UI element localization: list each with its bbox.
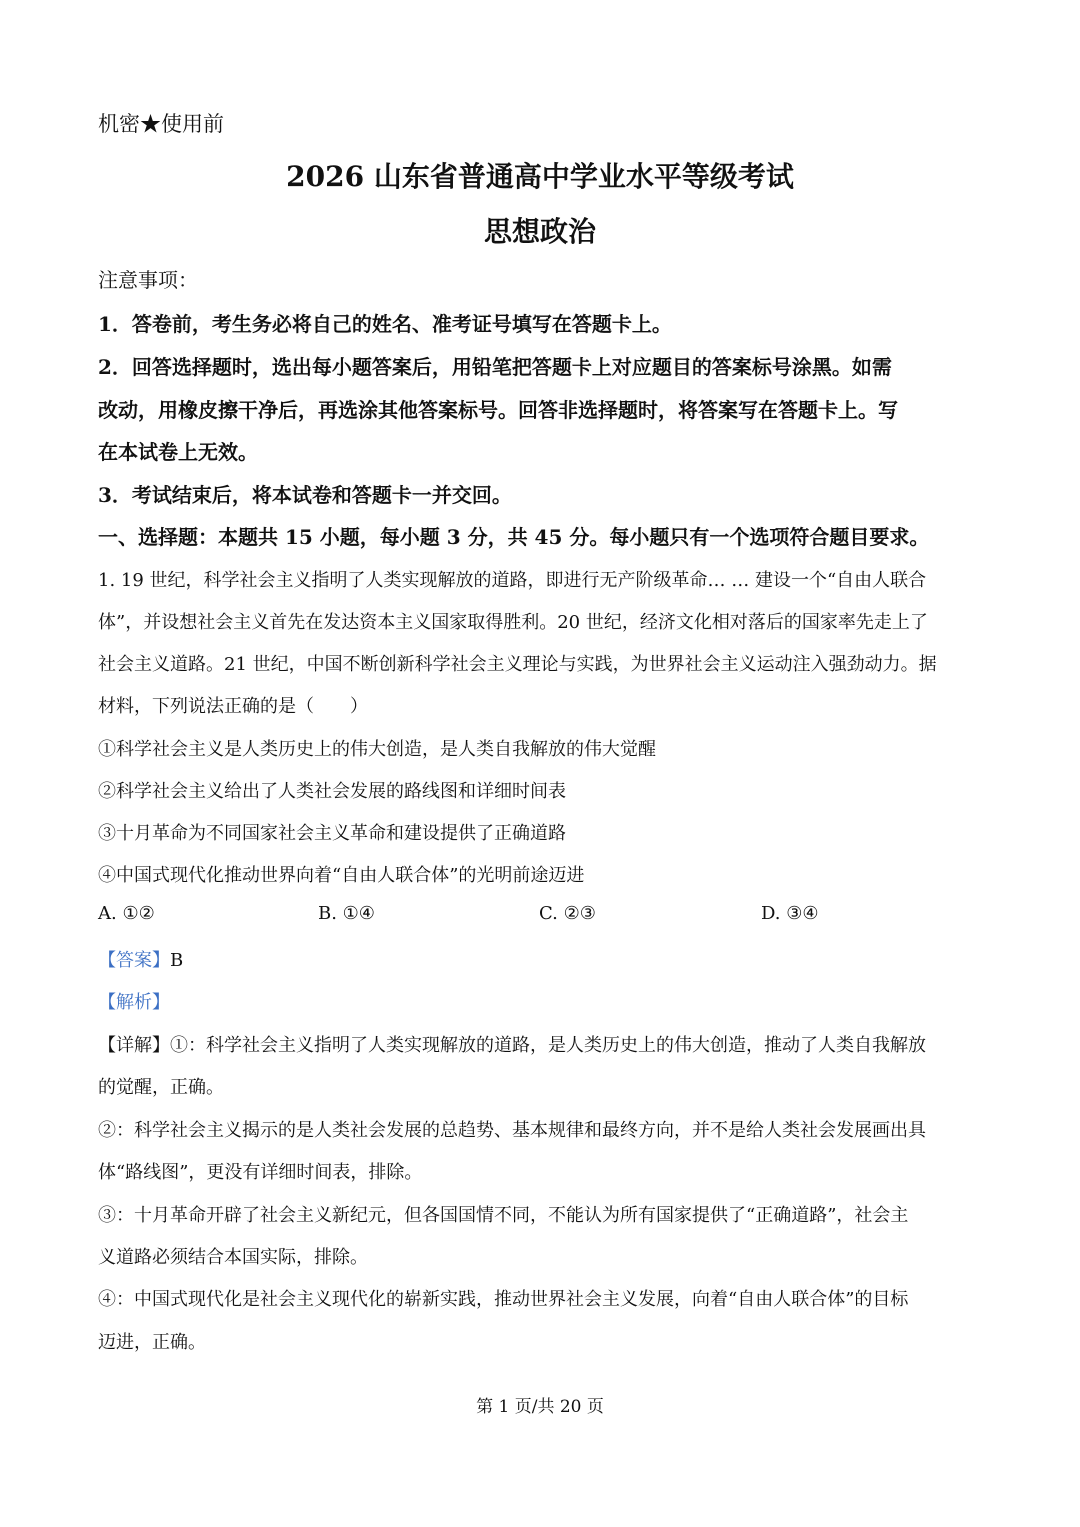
statement-1: ①科学社会主义是人类历史上的伟大创造，是人类自我解放的伟大觉醒 (98, 739, 656, 760)
notice-item: 1．答卷前，考生务必将自己的姓名、准考证号填写在答题卡上。 (98, 312, 672, 336)
detail-line: 【详解】①：科学社会主义指明了人类实现解放的道路，是人类历史上的伟大创造，推动了人类自我解放 (98, 1035, 926, 1056)
subject-title: 思想政治 (483, 215, 596, 248)
notice-item: 改动，用橡皮擦干净后，再选涂其他答案标号。回答非选择题时，将答案写在答题卡上。写 (98, 398, 898, 422)
statement-3: ③十月革命为不同国家社会主义革命和建设提供了正确道路 (98, 823, 566, 844)
notice-heading: 注意事项： (98, 268, 198, 292)
detail-line: ③：十月革命开辟了社会主义新纪元，但各国国情不同，不能认为所有国家提供了“正确道路”，社会主 (98, 1205, 909, 1226)
detail-line: 体“路线图”，更没有详细时间表，排除。 (98, 1162, 423, 1183)
detail-line: 迈进，正确。 (98, 1332, 206, 1353)
choice-d: D. ③④ (761, 903, 819, 924)
answer-choices (98, 903, 998, 931)
question-stem-line: 社会主义道路。21 世纪，中国不断创新科学社会主义理论与实践，为世界社会主义运动注入强劲动力。据 (98, 654, 937, 675)
detail-line: ②：科学社会主义揭示的是人类社会发展的总趋势、基本规律和最终方向，并不是给人类社会发展画出具 (98, 1120, 926, 1141)
question-stem-line: 体”，并设想社会主义首先在发达资本主义国家取得胜利。20 世纪，经济文化相对落后的国家率先走上了 (98, 612, 928, 633)
question-stem-line: 1. 19 世纪，科学社会主义指明了人类实现解放的道路，即进行无产阶级革命… … 建设一个“自由人联合 (98, 570, 927, 591)
detail-line: 的觉醒，正确。 (98, 1077, 224, 1098)
question-stem-line: 材料，下列说法正确的是（ ） (98, 696, 368, 717)
statement-4: ④中国式现代化推动世界向着“自由人联合体”的光明前途迈进 (98, 865, 585, 886)
answer-label: 【答案】 (98, 950, 170, 971)
exam-title: 2026 山东省普通高中学业水平等级考试 (286, 160, 794, 193)
notice-item: 2．回答选择题时，选出每小题答案后，用铅笔把答题卡上对应题目的答案标号涂黑。如需 (98, 355, 892, 379)
page-number: 第 1 页/共 20 页 (476, 1397, 604, 1417)
statement-2: ②科学社会主义给出了人类社会发展的路线图和详细时间表 (98, 781, 566, 802)
confidential-mark: 机密★使用前 (98, 112, 224, 136)
notice-item: 3．考试结束后，将本试卷和答题卡一并交回。 (98, 483, 512, 507)
answer-line (98, 946, 183, 972)
section-heading: 一、选择题：本题共 15 小题，每小题 3 分，共 45 分。每小题只有一个选项符合题目要求。 (98, 525, 930, 549)
choice-b: B. ①④ (318, 903, 375, 924)
analysis-label: 【解析】 (98, 992, 170, 1013)
notice-item: 在本试卷上无效。 (98, 440, 258, 464)
choice-a: A. ①② (98, 903, 155, 924)
detail-line: ④：中国式现代化是社会主义现代化的崭新实践，推动世界社会主义发展，向着“自由人联合体”的目标 (98, 1289, 909, 1310)
detail-line: 义道路必须结合本国实际，排除。 (98, 1247, 368, 1268)
choice-c: C. ②③ (539, 903, 596, 924)
answer-value: B (170, 950, 184, 971)
